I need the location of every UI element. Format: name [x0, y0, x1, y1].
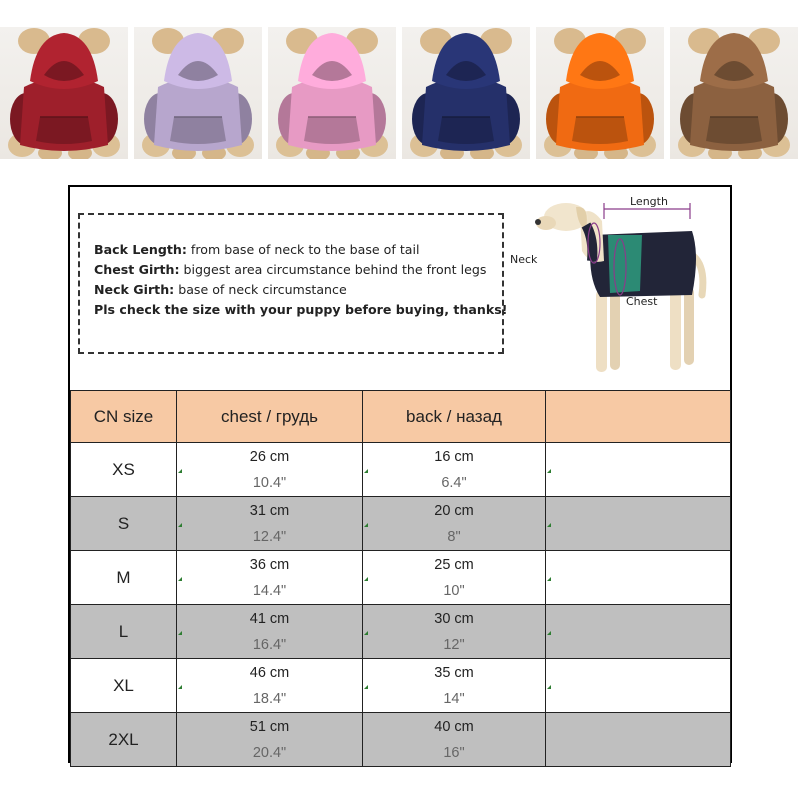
size-label: M	[71, 551, 177, 605]
chest-cell	[177, 713, 363, 767]
empty-cell	[546, 713, 731, 767]
table-row	[71, 659, 731, 713]
chest-cell	[177, 605, 363, 659]
table-row	[71, 443, 731, 497]
note-chest-girth: Chest Girth: biggest area circumstance behind the front legs	[94, 262, 487, 277]
back-cell	[363, 605, 546, 659]
dog-hoodie-illustration	[0, 27, 128, 159]
back-cell	[363, 713, 546, 767]
table-row	[71, 605, 731, 659]
back-cm: 35 cm	[434, 664, 474, 681]
back-cell	[363, 497, 546, 551]
chest-cm: 51 cm	[249, 718, 290, 735]
size-label: 2XL	[71, 713, 177, 767]
hoodie-photo-lavender[interactable]	[134, 27, 262, 159]
hoodie-photo-wine-red[interactable]	[0, 27, 128, 159]
empty-cell	[546, 497, 731, 551]
back-cell	[363, 443, 546, 497]
empty-cell	[546, 551, 731, 605]
back-inch: 8"	[447, 528, 461, 545]
header-chest: chest / грудь	[177, 391, 363, 443]
dog-hoodie-illustration	[268, 27, 396, 159]
back-cm: 20 cm	[434, 502, 474, 519]
chest-cm: 26 cm	[249, 448, 290, 465]
note-check-size: Pls check the size with your puppy before buying, thanks!	[94, 302, 508, 317]
back-cm: 16 cm	[434, 448, 474, 465]
chest-cm: 46 cm	[249, 664, 290, 681]
chest-inch: 18.4"	[252, 690, 287, 707]
back-cm: 25 cm	[434, 556, 474, 573]
hoodie-photo-orange[interactable]	[536, 27, 664, 159]
size-label: S	[71, 497, 177, 551]
chest-inch: 12.4"	[252, 528, 287, 545]
header-back: back / назад	[363, 391, 546, 443]
dog-hoodie-illustration	[402, 27, 530, 159]
back-inch: 14"	[443, 690, 465, 707]
back-inch: 6.4"	[441, 474, 467, 491]
back-cell	[363, 659, 546, 713]
chest-inch: 10.4"	[252, 474, 287, 491]
size-label: XL	[71, 659, 177, 713]
size-guide-card	[68, 185, 732, 763]
chest-cm: 36 cm	[249, 556, 290, 573]
back-inch: 10"	[443, 582, 465, 599]
back-cm: 30 cm	[434, 610, 474, 627]
header-cn-size: CN size	[71, 391, 177, 443]
back-cm: 40 cm	[434, 718, 474, 735]
chest-cell	[177, 659, 363, 713]
dog-illustration	[520, 195, 720, 385]
chest-cell	[177, 443, 363, 497]
back-cell	[363, 551, 546, 605]
header-empty	[546, 391, 731, 443]
note-neck-girth: Neck Girth: base of neck circumstance	[94, 282, 347, 297]
empty-cell	[546, 659, 731, 713]
empty-cell	[546, 605, 731, 659]
back-inch: 12"	[443, 636, 465, 653]
size-label: XS	[71, 443, 177, 497]
neck-label: Neck	[510, 253, 538, 266]
chest-cell	[177, 497, 363, 551]
chest-cm: 41 cm	[249, 610, 290, 627]
dog-hoodie-illustration	[670, 27, 798, 159]
hoodie-photo-brown[interactable]	[670, 27, 798, 159]
chest-inch: 14.4"	[252, 582, 287, 599]
empty-cell	[546, 443, 731, 497]
dog-hoodie-illustration	[134, 27, 262, 159]
table-row	[71, 713, 731, 767]
back-inch: 16"	[443, 744, 465, 761]
length-label: Length	[630, 195, 668, 208]
measurement-notes	[78, 213, 508, 354]
measurement-info	[70, 187, 730, 390]
size-table-header	[71, 391, 731, 443]
table-row	[71, 551, 731, 605]
dog-hoodie-illustration	[536, 27, 664, 159]
hoodie-photo-pink[interactable]	[268, 27, 396, 159]
size-label: L	[71, 605, 177, 659]
chest-label: Chest	[626, 295, 658, 308]
dog-measurement-diagram	[510, 195, 720, 385]
table-row	[71, 497, 731, 551]
size-table	[70, 390, 731, 767]
product-photo-strip	[0, 27, 800, 159]
chest-cm: 31 cm	[249, 502, 290, 519]
chest-inch: 20.4"	[252, 744, 287, 761]
note-back-length: Back Length: from base of neck to the base of tail	[94, 242, 420, 257]
chest-cell	[177, 551, 363, 605]
hoodie-photo-navy[interactable]	[402, 27, 530, 159]
chest-inch: 16.4"	[252, 636, 287, 653]
